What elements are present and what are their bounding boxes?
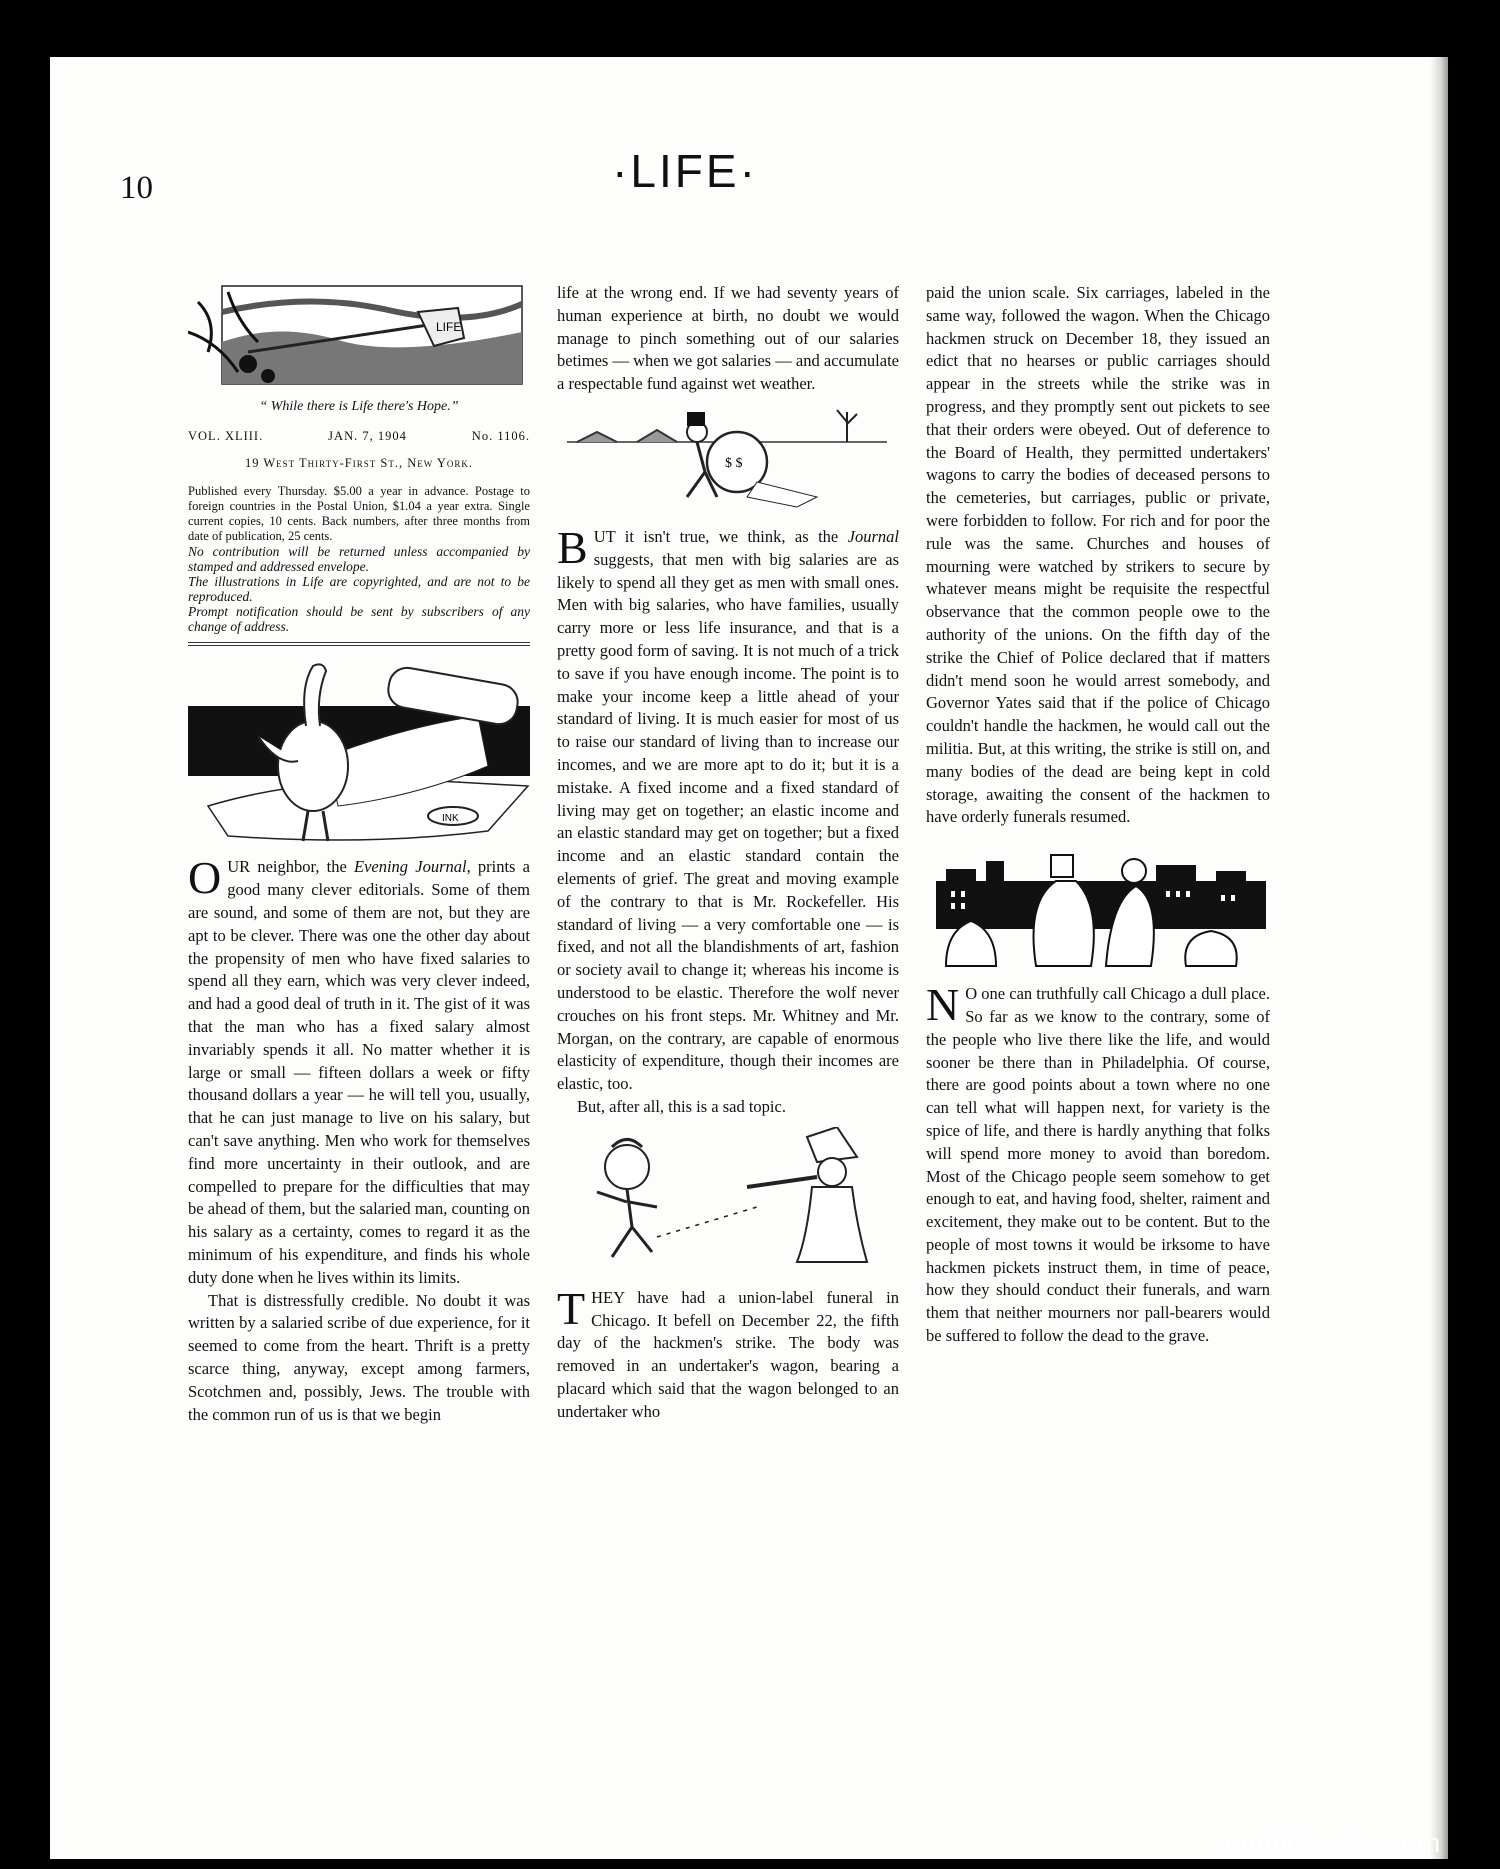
editorial-para-1-cont: life at the wrong end. If we had seventy years of human experience at birth, no doubt we would manage to pinch something out of our salaries betimes — when we got salaries — and accumulate a respectable fund against wet weather.	[557, 283, 899, 394]
editorial-para-3: BUT it isn't true, we think, as the Journal suggests, that men with big salaries are as likely to spend all they get as men with small ones. Men with big salaries, who have families, usually carry more or less life insurance, and that is a pretty good form of saving. It is not much of a trick to save if you have enough income. The point is to make your income keep a little ahead of your standard of living. It is much easier for most of us to raise our standard of living than to increase our incomes, and we are more apt to do it; but it is a mistake. A fixed income and a fixed standard of living may get on together; an elastic income and an elastic standard may get on together; but a fixed income and an elastic standard contain the elements of grief. The great and moving example of the contrary to that is Mr. Rockefeller. His standard of living — a very comfortable one — is fixed, and not all the blandishments of art, fashion or society avail to change it; whereas his income is understood to be elastic. Therefore the wolf never crouches on his front steps. Mr. Whitney and Mr. Morgan, on the contrary, are capable of enormous elasticity of expenditure, though their incomes are elastic, too.	[557, 521, 899, 1094]
publishing-info: Published every Thursday. $5.00 a year in advance. Postage to foreign countries in the Postal Union, $1.04 a year extra. Single current copies, 10 cents. Back numbers, after three months from date of publication, 25 cents.	[188, 484, 530, 544]
issue-date: JAN. 7, 1904	[328, 428, 407, 443]
masthead-title: ·LIFE·	[612, 145, 758, 197]
goose-ink-illustration	[188, 656, 530, 856]
editorial-para-1: OUR neighbor, the Evening Journal, prints a good many clever editorials. Some of them are sound, and some of them are not, but they are apt to be clever. There was one the other day about the propensity of men who have fixed salaries to spend all they earn, which was very clever indeed, and had a good deal of truth in it. The gist of it was that the man who has a fixed salary almost invariably spends it all. No matter whether it is large or small — fifteen dollars a week or fifty thousand dollars a year — he will tell you, usually, that he can just manage to live on his salary, but can't save anything. Men who work for themselves find more uncertainty in their outlook, and are compelled to prepare for the difficulties that may be ahead of them, but the salaried man, counting on his salary as a certainty, comes to regard it as the minimum of his expenditure, and finds his whole duty done when he lives within its limits.	[188, 852, 530, 1287]
chicago-silhouette-illustration	[926, 851, 1270, 971]
svg-text:LIFE: LIFE	[436, 320, 462, 334]
svg-text:INK: INK	[442, 813, 459, 825]
dropcap-b: B	[557, 521, 588, 573]
motto: “ While there is Life there's Hope.”	[259, 399, 459, 414]
evening-journal-name: Evening Journal	[354, 857, 467, 877]
journal-name: Journal	[847, 526, 899, 546]
column-2	[557, 282, 899, 1423]
dropcap-o: O	[188, 852, 222, 904]
dropcap-n: N	[926, 979, 960, 1031]
header-illustration	[188, 282, 530, 392]
site-watermark: comicbooks.com	[1226, 1828, 1442, 1858]
notice-contributions: No contribution will be returned unless accompanied by stamped and addressed envelope.	[188, 544, 530, 575]
editorial-para-2: That is distressfully credible. No doubt it was written by a salaried scribe of due experience, for it seemed to come from the heart. Thrift is a pretty scarce thing, anyway, except among farmers, Scotchmen and, possibly, Jews. The trouble with the common run of us is that we begin	[188, 1290, 530, 1424]
notice-copyright: The illustrations in Life are copyrighted, and are not to be reproduced.	[188, 574, 530, 605]
page-gutter	[1430, 57, 1448, 1859]
column-3	[926, 282, 1270, 1348]
editorial-para-5-cont: paid the union scale. Six carriages, labeled in the same way, followed the wagon. When the Chicago hackmen struck on December 18, they issued an edict that no hearses or public carriages should appear in the streets while the strike was in progress, and they promptly sent out pickets to see that their orders were obeyed. Out of deference to the Board of Health, they permitted undertakers' wagons to carry the bodies of deceased persons to the cemeteries, but carriages, public or private, were forbidden to follow. For rich and for poor the rule was the same. Churches and houses of mourning were watched by strikers to secure by whatever means might be requisite the respectful observance that the common people owe to the authority of the unions. On the fifth day of the strike the Chief of Police declared that if matters didn't mend soon he would arrest somebody, and Governor Yates said that if the police of Chicago couldn't handle the hackmen, he would call out the militia. But, at this writing, the strike is still on, and many bodies of the dead are being kept in cold storage, awaiting the consent of the hackmen to have orderly funerals resumed.	[926, 283, 1270, 827]
issue-number: No. 1106.	[471, 428, 530, 443]
page-spine	[1448, 57, 1498, 1859]
editorial-para-5: THEY have had a union-label funeral in Chicago. It befell on December 22, the fifth day of the hackmen's strike. The body was removed in an undertaker's wagon, bearing a placard which said that the wagon belonged to an undertaker who	[557, 1282, 899, 1421]
rockefeller-money-ball-illustration	[557, 402, 899, 512]
office-address: 19 West Thirty-First St., New York.	[244, 455, 474, 470]
column-1	[188, 282, 530, 1426]
volume-number: VOL. XLIII.	[188, 428, 264, 443]
page-number: 10	[120, 170, 153, 206]
svg-text:$ $: $ $	[725, 455, 743, 471]
editorial-para-6: N O one can truthfully call Chicago a dull place. So far as we know to the contrary, some of the people who live there like the life, and would sooner be there than in Philadelphia. Of course, there are good points about a town where no one can tell what will happen next, for variety is the spice of life, and there is hardly anything that folks will spend more money to avoid than boredom. Most of the Chicago people seem somehow to get enough to eat, and having food, shelter, raiment and excitement, they make out to be content. But to the people of most towns it would be irksome to have hackmen pickets instruct them, in time of peace, how they should conduct their funerals, and warn them that neither mourners nor pall-bearers would be suffered to follow the dead to the grave.	[926, 979, 1270, 1346]
notice-address: Prompt notification should be sent by subscribers of any change of address.	[188, 604, 530, 635]
boy-and-soldier-illustration	[557, 1127, 899, 1277]
editorial-para-4: But, after all, this is a sad topic.	[577, 1096, 786, 1116]
dropcap-t: T	[557, 1282, 586, 1334]
divider-rule	[188, 642, 530, 646]
volume-line	[188, 425, 530, 448]
